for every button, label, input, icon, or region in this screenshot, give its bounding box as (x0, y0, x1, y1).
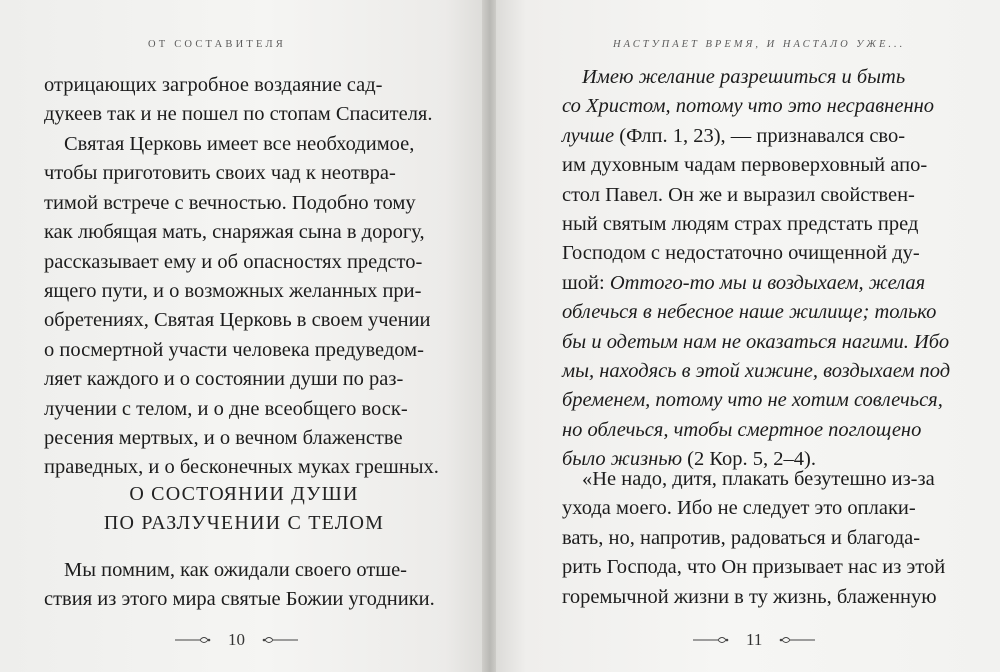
right-page (496, 0, 1000, 672)
right-running-head: НАСТУПАЕТ ВРЕМЯ, И НАСТАЛО УЖЕ... (613, 39, 906, 50)
text-line: отрицающих загробное воздаяние сад- (44, 74, 383, 96)
left-ornament-icon (692, 635, 730, 645)
left-paragraph-2 (44, 130, 444, 483)
text-line (562, 416, 956, 445)
section-heading-line-2: ПО РАЗЛУЧЕНИИ С ТЕЛОМ (103, 512, 385, 534)
section-heading-line-1: О СОСТОЯНИИ ДУШИ (129, 483, 359, 505)
text-line: обретениях, Святая Церковь в своем учении (44, 309, 431, 332)
text-line: горемычной жизни в ту жизнь, блаженную (562, 585, 937, 608)
text-line (562, 269, 956, 298)
text-line: «Не надо, дитя, плакать безутешно из-за (582, 468, 935, 490)
roman-text: (2 Кор. 5, 2–4). (682, 448, 816, 471)
text-line (562, 151, 956, 180)
text-line: Мы помним, как ожидали своего отше- (64, 559, 407, 581)
left-page-number: 10 (228, 630, 245, 649)
right-paragraph-1 (562, 63, 956, 475)
left-page-footer (174, 630, 299, 650)
left-paragraph-1 (44, 71, 444, 130)
left-paragraph-3 (44, 556, 444, 615)
text-line: рить Господа, что Он призывает нас из этой (562, 556, 946, 579)
section-heading (28, 480, 460, 538)
text-line: рассказывает ему и об опасностях предсто- (44, 250, 423, 273)
right-ornament-icon (778, 635, 816, 645)
roman-text: ный святым людям страх предстать пред (562, 213, 919, 236)
text-line (562, 92, 956, 121)
text-line (562, 357, 956, 386)
text-line (562, 63, 956, 92)
text-line: вать, но, напротив, радоваться и благода- (562, 526, 921, 549)
right-page-number: 11 (746, 630, 763, 649)
roman-text: им духовным чадам первоверховный апо- (562, 154, 928, 177)
right-page-footer (692, 630, 816, 650)
text-line: лучении с телом, и о дне всеобщего воск- (44, 397, 408, 420)
text-line: праведных, и о бесконечных муках грешных. (44, 456, 439, 479)
text-line: как любящая мать, снаряжая сына в дорогу, (44, 221, 425, 244)
text-line: дукеев так и не пошел по стопам Спасителя. (44, 103, 433, 126)
italic-quote-text: облечься в небесное наше жилище; только (562, 301, 937, 324)
italic-quote-text: со Христом, потому что это несравненно (562, 95, 935, 118)
text-line: ухода моего. Ибо не следует это оплаки- (562, 497, 916, 520)
roman-text: шой: (562, 271, 610, 294)
italic-quote-text: бы и одетым нам не оказаться нагими. Ибо (562, 330, 950, 353)
text-line (562, 328, 956, 357)
italic-quote-text: лучше (562, 124, 615, 147)
text-line (562, 386, 956, 415)
italic-quote-text: но облечься, чтобы смертное поглощено (562, 418, 922, 441)
roman-text: Господом с недостаточно очищенной ду- (562, 242, 920, 265)
left-running-head: ОТ СОСТАВИТЕЛЯ (148, 39, 287, 50)
text-line (562, 210, 956, 239)
text-line: ящего пути, и о возможных желанных при- (44, 280, 422, 303)
italic-quote-text: было жизнью (562, 448, 683, 471)
italic-quote-text: Оттого-то мы и воздыхаем, желая (609, 271, 926, 294)
text-line (562, 122, 956, 151)
right-ornament-icon (261, 635, 299, 645)
text-line: ствия из этого мира святые Божии угодники. (44, 588, 435, 611)
roman-text: стол Павел. Он же и выразил свойствен- (562, 183, 915, 206)
left-ornament-icon (174, 635, 212, 645)
text-line (562, 298, 956, 327)
roman-text: (Флп. 1, 23), — признавался сво- (614, 124, 906, 147)
text-line: ресения мертвых, и о вечном блаженстве (44, 427, 403, 450)
right-paragraph-2 (562, 465, 956, 612)
italic-quote-text: Имею желание разрешиться и быть (582, 66, 906, 88)
text-line (562, 239, 956, 268)
text-line: Святая Церковь имеет все необходимое, (64, 133, 415, 155)
text-line: ляет каждого и о состоянии души по раз- (44, 368, 404, 391)
italic-quote-text: мы, находясь в этой хижине, воздыхаем под (562, 360, 951, 383)
text-line (562, 181, 956, 210)
text-line: тимой встрече с вечностью. Подобно тому (44, 191, 416, 214)
text-line: чтобы приготовить своих чад к неотвра- (44, 162, 396, 185)
italic-quote-text: бременем, потому что не хотим совлечься, (562, 389, 943, 412)
text-line: о посмертной участи человека предуведом- (44, 338, 424, 361)
left-page (0, 0, 484, 672)
